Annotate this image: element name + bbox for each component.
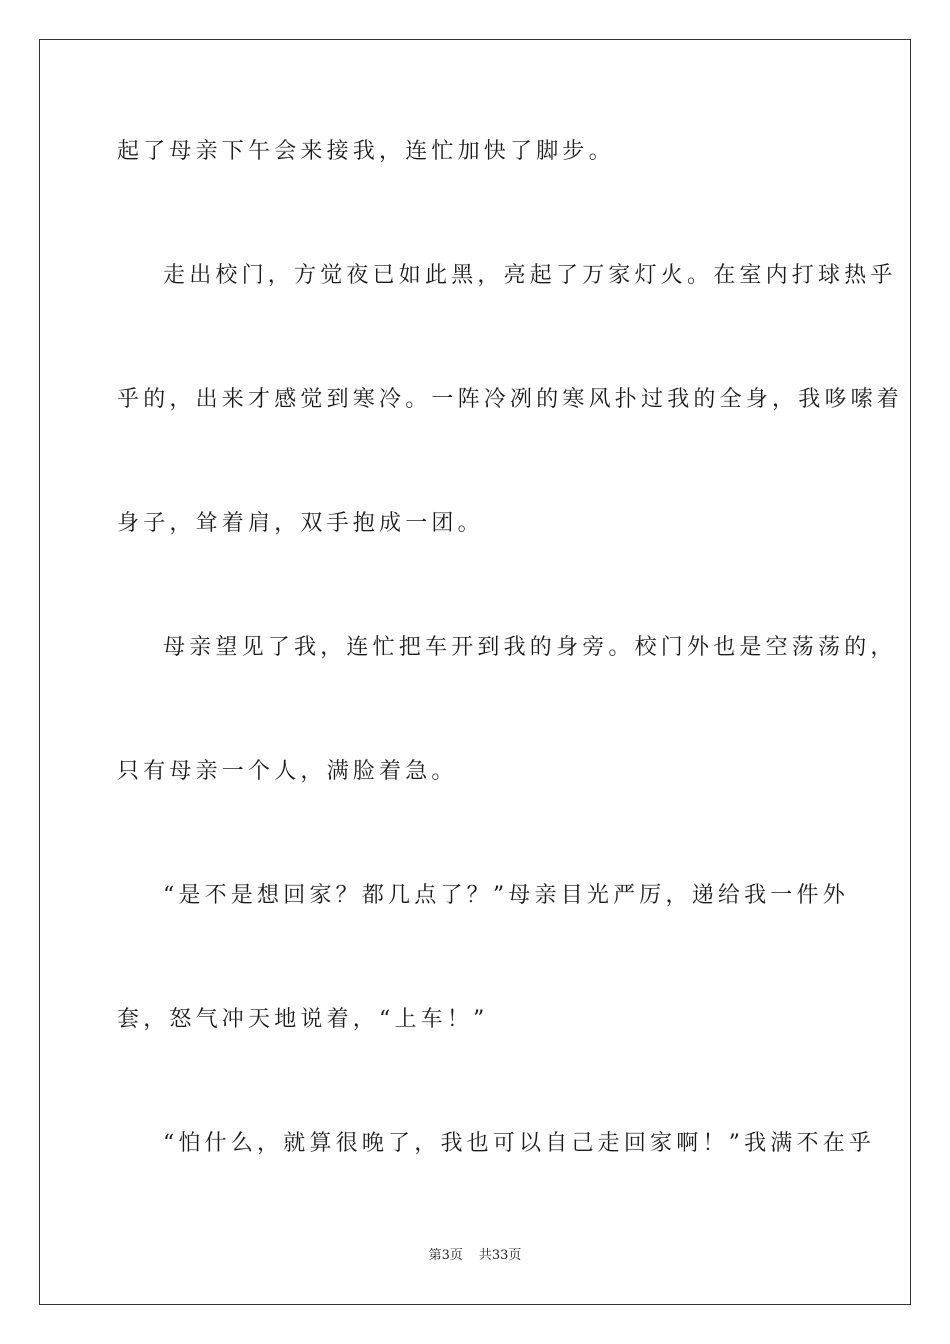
paragraph-line: 起了母亲下午会来接我，连忙加快了脚步。	[117, 139, 615, 164]
paragraph-line: “是不是想回家？都几点了？”母亲目光严厉，递给我一件外	[163, 883, 849, 908]
paragraph-line: 走出校门，方觉夜已如此黑，亮起了万家灯火。在室内打球热乎	[163, 263, 897, 288]
paragraph-line: 身子，耸着肩，双手抱成一团。	[117, 511, 484, 536]
paragraph-line: 母亲望见了我，连忙把车开到我的身旁。校门外也是空荡荡的，	[163, 635, 897, 660]
page-border	[39, 39, 911, 1305]
paragraph-line: 只有母亲一个人，满脸着急。	[117, 759, 458, 784]
paragraph-line: 套，怒气冲天地说着，“上车！”	[117, 1007, 489, 1032]
paragraph-line: “怕什么，就算很晚了，我也可以自己走回家啊！”我满不在乎	[163, 1131, 876, 1156]
paragraph-line: 乎的，出来才感觉到寒冷。一阵冷冽的寒风扑过我的全身，我哆嗦着	[117, 387, 904, 412]
page-number-total: 共33页	[478, 1248, 522, 1263]
page-footer	[0, 1247, 950, 1265]
page-number-current: 第3页	[428, 1248, 463, 1263]
